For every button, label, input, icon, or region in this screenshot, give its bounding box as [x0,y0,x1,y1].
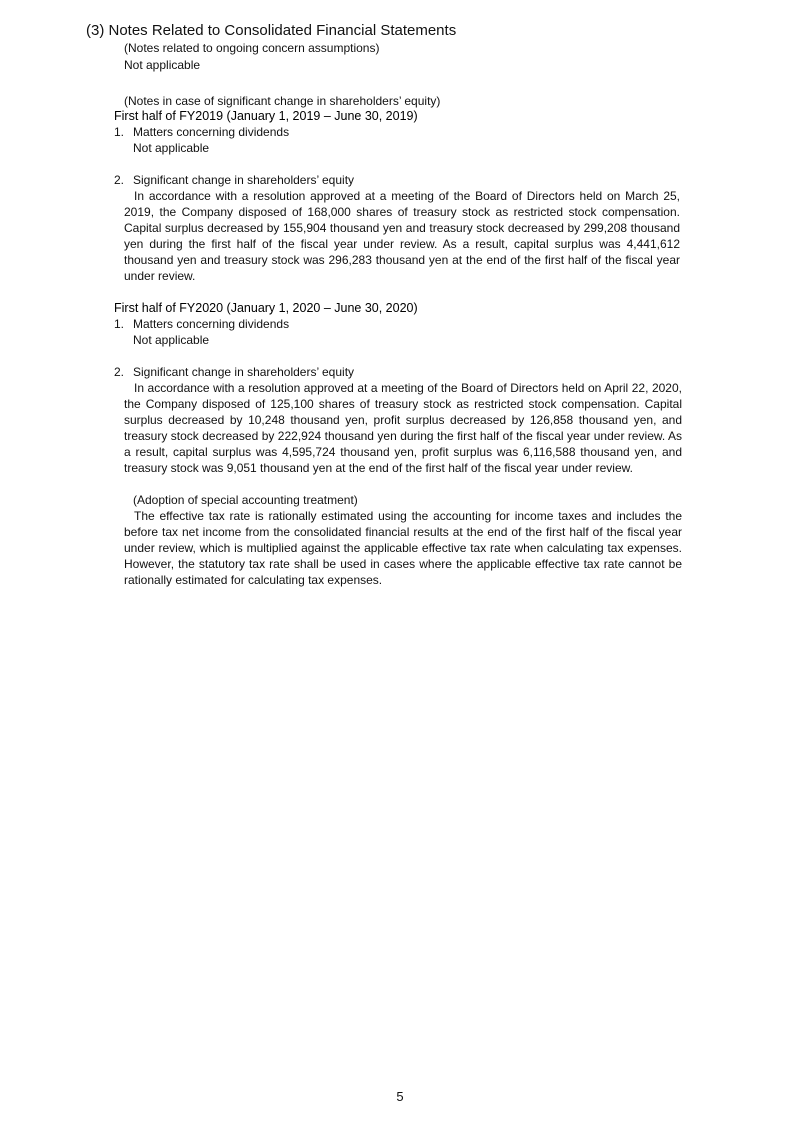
item-label: Matters concerning dividends [133,125,290,139]
item-paragraph: In accordance with a resolution approved at a meeting of the Board of Directors held on March 25, 2019, the Company disposed of 168,000 shares of treasury stock as restricted stock compensation. Capital surplus decreased by 155,904 thousand yen and treasury stock decreased by 299,208 thousand yen during the first half of the fiscal year under review. As a result, capital surplus was 4,441,612 thousand yen and treasury stock was 296,283 thousand yen at the end of the first half of the fiscal year under review. [124,189,680,283]
equity-change-heading: (Notes in case of significant change in shareholders’ equity) [124,94,441,108]
list-item [114,364,354,380]
item-label: Significant change in shareholders’ equity [133,173,355,187]
going-concern-heading: (Notes related to ongoing concern assumptions) [124,41,380,55]
item-number: 2. [114,365,125,379]
list-item [114,172,354,188]
item-number: 2. [114,173,125,187]
item-text: Not applicable [133,333,210,347]
page-number: 5 [396,1089,404,1104]
list-item [114,124,289,140]
item-paragraph: In accordance with a resolution approved at a meeting of the Board of Directors held on April 22, 2020, the Company disposed of 125,100 shares of treasury stock as restricted stock compensation. Capital surplus decreased by 10,248 thousand yen, profit surplus decreased by 126,858 thousand yen, and treasury stock decreased by 222,924 thousand yen during the first half of the fiscal year under review. As a result, capital surplus was 4,595,724 thousand yen, profit surplus was 6,116,588 thousand yen, and treasury stock was 9,051 thousand yen at the end of the first half of the fiscal year under review. [124,381,682,475]
item-label: Significant change in shareholders’ equity [133,365,355,379]
special-accounting-paragraph: The effective tax rate is rationally estimated using the accounting for income taxes and includes the before tax net income from the consolidated financial results at the end of the first half of the fiscal year under review, which is multiplied against the applicable effective tax rate when calculating tax expenses. However, the statutory tax rate shall be used in cases where the applicable effective tax rate cannot be rationally estimated for calculating tax expenses. [124,509,682,587]
list-item [114,316,289,332]
item-number: 1. [114,125,125,139]
special-accounting-heading: (Adoption of special accounting treatment) [133,493,358,507]
item-label: Matters concerning dividends [133,317,290,331]
period-title-fy2020: First half of FY2020 (January 1, 2020 – June 30, 2020) [114,301,418,315]
going-concern-text: Not applicable [124,58,201,72]
item-text: Not applicable [133,141,210,155]
period-title-fy2019: First half of FY2019 (January 1, 2019 – June 30, 2019) [114,109,418,123]
section-title: (3) Notes Related to Consolidated Financial Statements [86,22,457,39]
item-number: 1. [114,317,125,331]
